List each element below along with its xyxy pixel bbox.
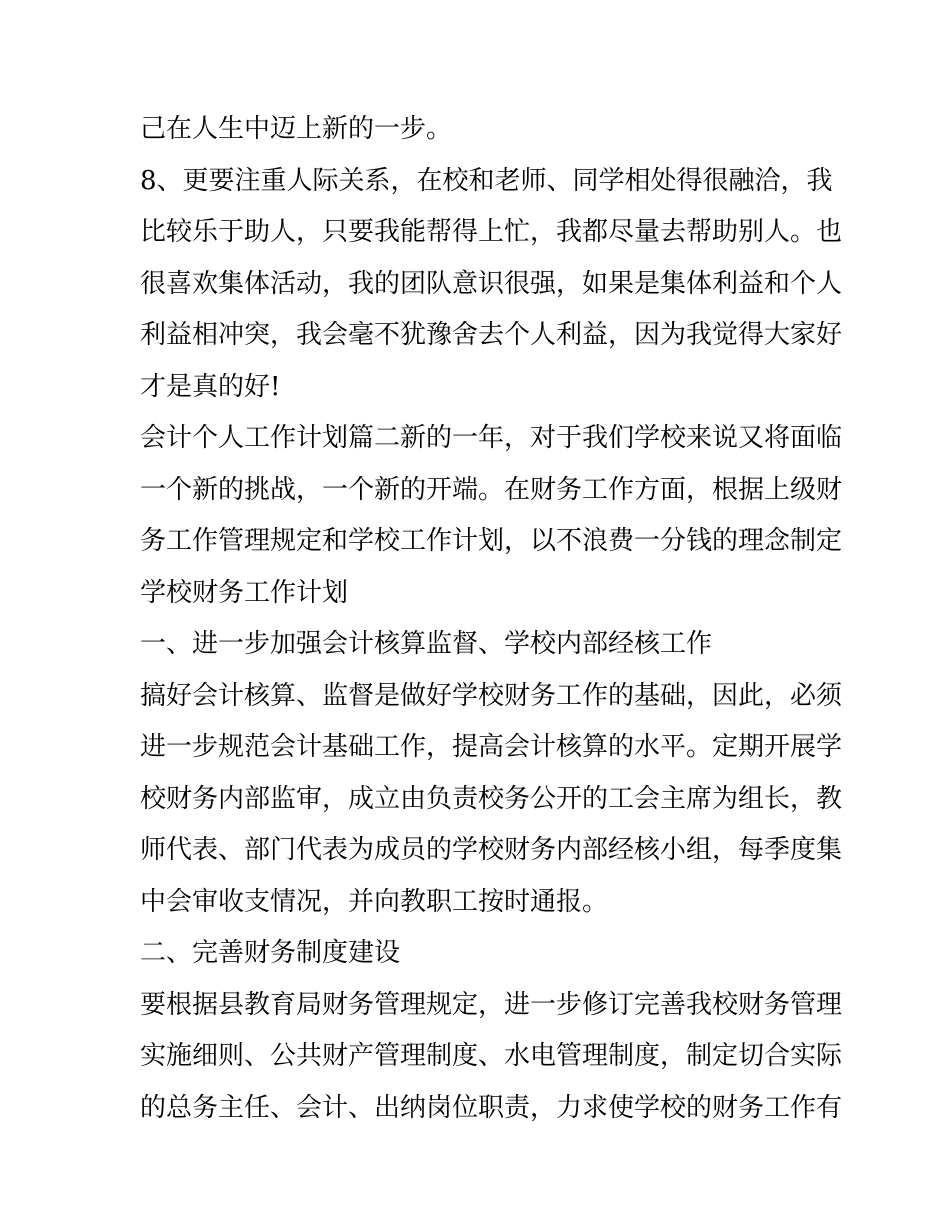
text-line: 的总务主任、会计、出纳岗位职责，力求使学校的财务工作有 bbox=[140, 1092, 843, 1123]
text-line: 8、更要注重人际关系，在校和老师、同学相处得很融洽，我 bbox=[140, 165, 833, 196]
text-line: 一个新的挑战，一个新的开端。在财务工作方面，根据上级财 bbox=[140, 474, 843, 505]
text-line: 中会审收支情况，并向教职工按时通报。 bbox=[140, 886, 609, 917]
text-line: 会计个人工作计划篇二新的一年，对于我们学校来说又将面临 bbox=[140, 423, 843, 453]
text-line: 很喜欢集体活动，我的团队意识很强，如果是集体利益和个人 bbox=[140, 268, 843, 299]
text-line: 实施细则、公共财产管理制度、水电管理制度，制定切合实际 bbox=[140, 1041, 843, 1071]
text-line: 才是真的好! bbox=[140, 371, 281, 402]
text-line: 师代表、部门代表为成员的学校财务内部经核小组，每季度集 bbox=[140, 835, 843, 865]
document-body bbox=[140, 104, 843, 1134]
text-line: 搞好会计核算、监督是做好学校财务工作的基础，因此，必须 bbox=[140, 680, 843, 711]
text-line: 己在人生中迈上新的一步。 bbox=[140, 114, 453, 144]
text-line: 利益相冲突，我会毫不犹豫舍去个人利益，因为我觉得大家好 bbox=[140, 320, 843, 350]
section-heading: 二、完善财务制度建设 bbox=[140, 938, 401, 968]
text-line: 进一步规范会计基础工作，提高会计核算的水平。定期开展学 bbox=[140, 732, 843, 762]
text-line: 务工作管理规定和学校工作计划，以不浪费一分钱的理念制定 bbox=[140, 526, 843, 556]
text-line: 校财务内部监审，成立由负责校务公开的工会主席为组长，教 bbox=[140, 783, 843, 814]
text-line: 要根据县教育局财务管理规定，进一步修订完善我校财务管理 bbox=[140, 989, 843, 1020]
text-line: 学校财务工作计划 bbox=[140, 577, 349, 608]
section-heading: 一、进一步加强会计核算监督、学校内部经核工作 bbox=[140, 629, 713, 659]
text-line: 比较乐于助人，只要我能帮得上忙，我都尽量去帮助别人。也 bbox=[140, 217, 843, 247]
